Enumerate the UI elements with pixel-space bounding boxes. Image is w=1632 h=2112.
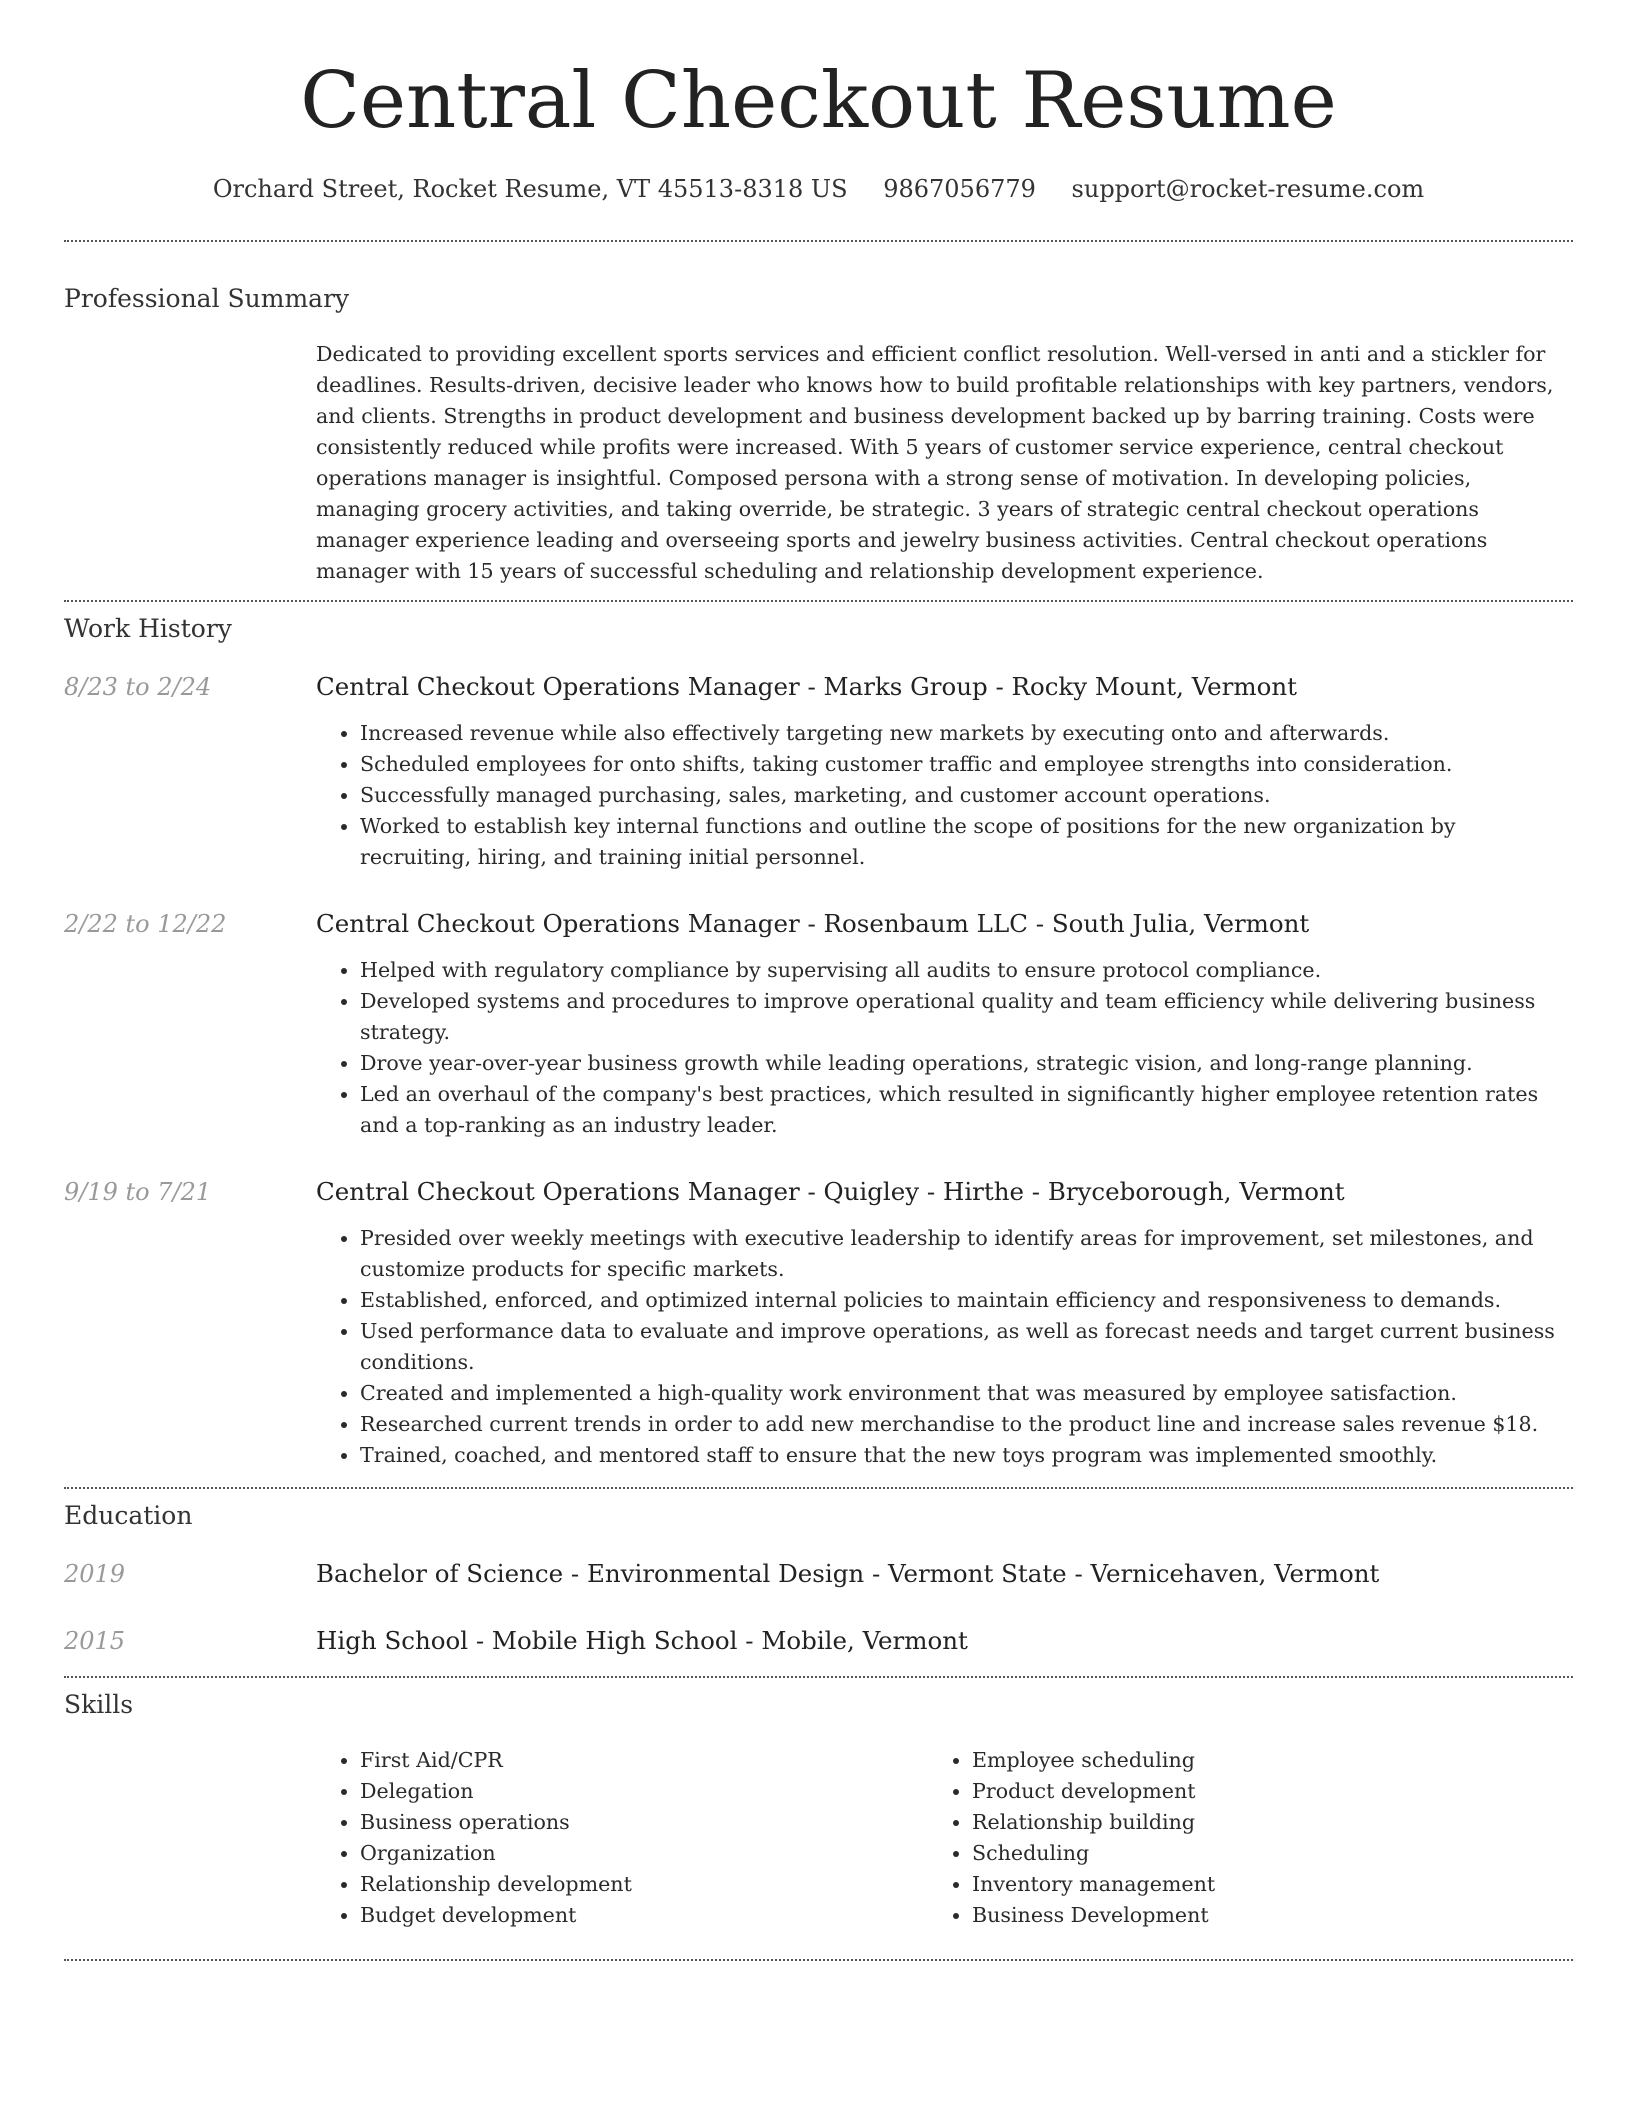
job-bullets <box>316 1223 1573 1471</box>
section-divider <box>64 1959 1573 1961</box>
job-bullet: • Led an overhaul of the company's best practices, which resulted in significantly higher employee retention rates and a top-ranking as an industry leader. <box>360 1079 1573 1141</box>
skill-item: • Scheduling <box>972 1838 1528 1869</box>
section-title-education: Education <box>64 1501 193 1530</box>
section-divider <box>64 1487 1573 1489</box>
job-dates: 9/19 to 7/21 <box>64 1178 212 1206</box>
job-bullet: • Researched current trends in order to add new merchandise to the product line and increase sales revenue $18. <box>360 1409 1573 1440</box>
education-year: 2019 <box>64 1560 126 1588</box>
contact-phone: 9867056779 <box>883 175 1036 203</box>
skill-item: • Business operations <box>360 1807 916 1838</box>
resume-name: Central Checkout Resume <box>300 56 1337 146</box>
job-bullet: • Presided over weekly meetings with executive leadership to identify areas for improvement, set milestones, and customize products for specific markets. <box>360 1223 1573 1285</box>
contact-line <box>64 172 1573 206</box>
job-bullet: • Drove year-over-year business growth while leading operations, strategic vision, and long-range planning. <box>360 1048 1573 1079</box>
job-bullet: • Trained, coached, and mentored staff to ensure that the new toys program was implemented smoothly. <box>360 1440 1573 1471</box>
skill-item: • Relationship development <box>360 1869 916 1900</box>
job-bullets <box>316 955 1573 1141</box>
education-heading: Bachelor of Science - Environmental Design - Vermont State - Vernicehaven, Vermont <box>316 1559 1380 1588</box>
section-title-skills: Skills <box>64 1690 134 1719</box>
section-divider <box>64 240 1573 242</box>
job-bullet: • Increased revenue while also effectively targeting new markets by executing onto and afterwards. <box>360 718 1573 749</box>
skills-list-right <box>928 1745 1528 1931</box>
job-bullet: • Used performance data to evaluate and improve operations, as well as forecast needs and target current business conditions. <box>360 1316 1573 1378</box>
education-year: 2015 <box>64 1627 126 1655</box>
job-bullet: • Scheduled employees for onto shifts, taking customer traffic and employee strengths into consideration. <box>360 749 1573 780</box>
skill-item: • Budget development <box>360 1900 916 1931</box>
skill-item: • Organization <box>360 1838 916 1869</box>
job-dates: 2/22 to 12/22 <box>64 910 227 938</box>
job-bullet: • Established, enforced, and optimized internal policies to maintain efficiency and responsiveness to demands. <box>360 1285 1573 1316</box>
skill-item: • Delegation <box>360 1776 916 1807</box>
contact-email: support@rocket-resume.com <box>1071 175 1425 203</box>
job-bullet: • Successfully managed purchasing, sales, marketing, and customer account operations. <box>360 780 1573 811</box>
section-title-work: Work History <box>64 614 232 643</box>
section-title-summary: Professional Summary <box>64 284 350 313</box>
job-bullet: • Helped with regulatory compliance by supervising all audits to ensure protocol compliance. <box>360 955 1573 986</box>
skill-item: • Inventory management <box>972 1869 1528 1900</box>
job-heading: Central Checkout Operations Manager - Quigley - Hirthe - Bryceborough, Vermont <box>316 1177 1345 1206</box>
skill-item: • First Aid/CPR <box>360 1745 916 1776</box>
skill-item: • Employee scheduling <box>972 1745 1528 1776</box>
summary-text: Dedicated to providing excellent sports services and efficient conflict resolution. Well-versed in anti and a stickler for deadlines. Results-driven, decisive leader who knows how to build profitable relationships with key partners, vendors, and clients. Strengths in product development and business development backed up by barring training. Costs were consistently reduced while profits were increased. With 5 years of customer service experience, central checkout operations manager is insightful. Composed persona with a strong sense of motivation. In developing policies, managing grocery activities, and taking override, be strategic. 3 years of strategic central checkout operations manager experience leading and overseeing sports and jewelry business activities. Central checkout operations manager with 15 years of successful scheduling and relationship development experience. <box>316 342 1554 583</box>
skills-list-left <box>316 1745 916 1931</box>
job-heading: Central Checkout Operations Manager - Marks Group - Rocky Mount, Vermont <box>316 672 1297 701</box>
skill-item: • Relationship building <box>972 1807 1528 1838</box>
job-dates: 8/23 to 2/24 <box>64 673 212 701</box>
section-divider <box>64 1676 1573 1678</box>
education-heading: High School - Mobile High School - Mobile, Vermont <box>316 1626 968 1655</box>
job-bullet: • Developed systems and procedures to improve operational quality and team efficiency while delivering business strategy. <box>360 986 1573 1048</box>
job-heading: Central Checkout Operations Manager - Rosenbaum LLC - South Julia, Vermont <box>316 909 1310 938</box>
contact-address: Orchard Street, Rocket Resume, VT 45513-8318 US <box>212 175 848 203</box>
skill-item: • Business Development <box>972 1900 1528 1931</box>
job-bullets <box>316 718 1573 873</box>
job-bullet: • Worked to establish key internal functions and outline the scope of positions for the new organization by recruiting, hiring, and training initial personnel. <box>360 811 1573 873</box>
job-bullet: • Created and implemented a high-quality work environment that was measured by employee satisfaction. <box>360 1378 1573 1409</box>
section-divider <box>64 600 1573 602</box>
skill-item: • Product development <box>972 1776 1528 1807</box>
